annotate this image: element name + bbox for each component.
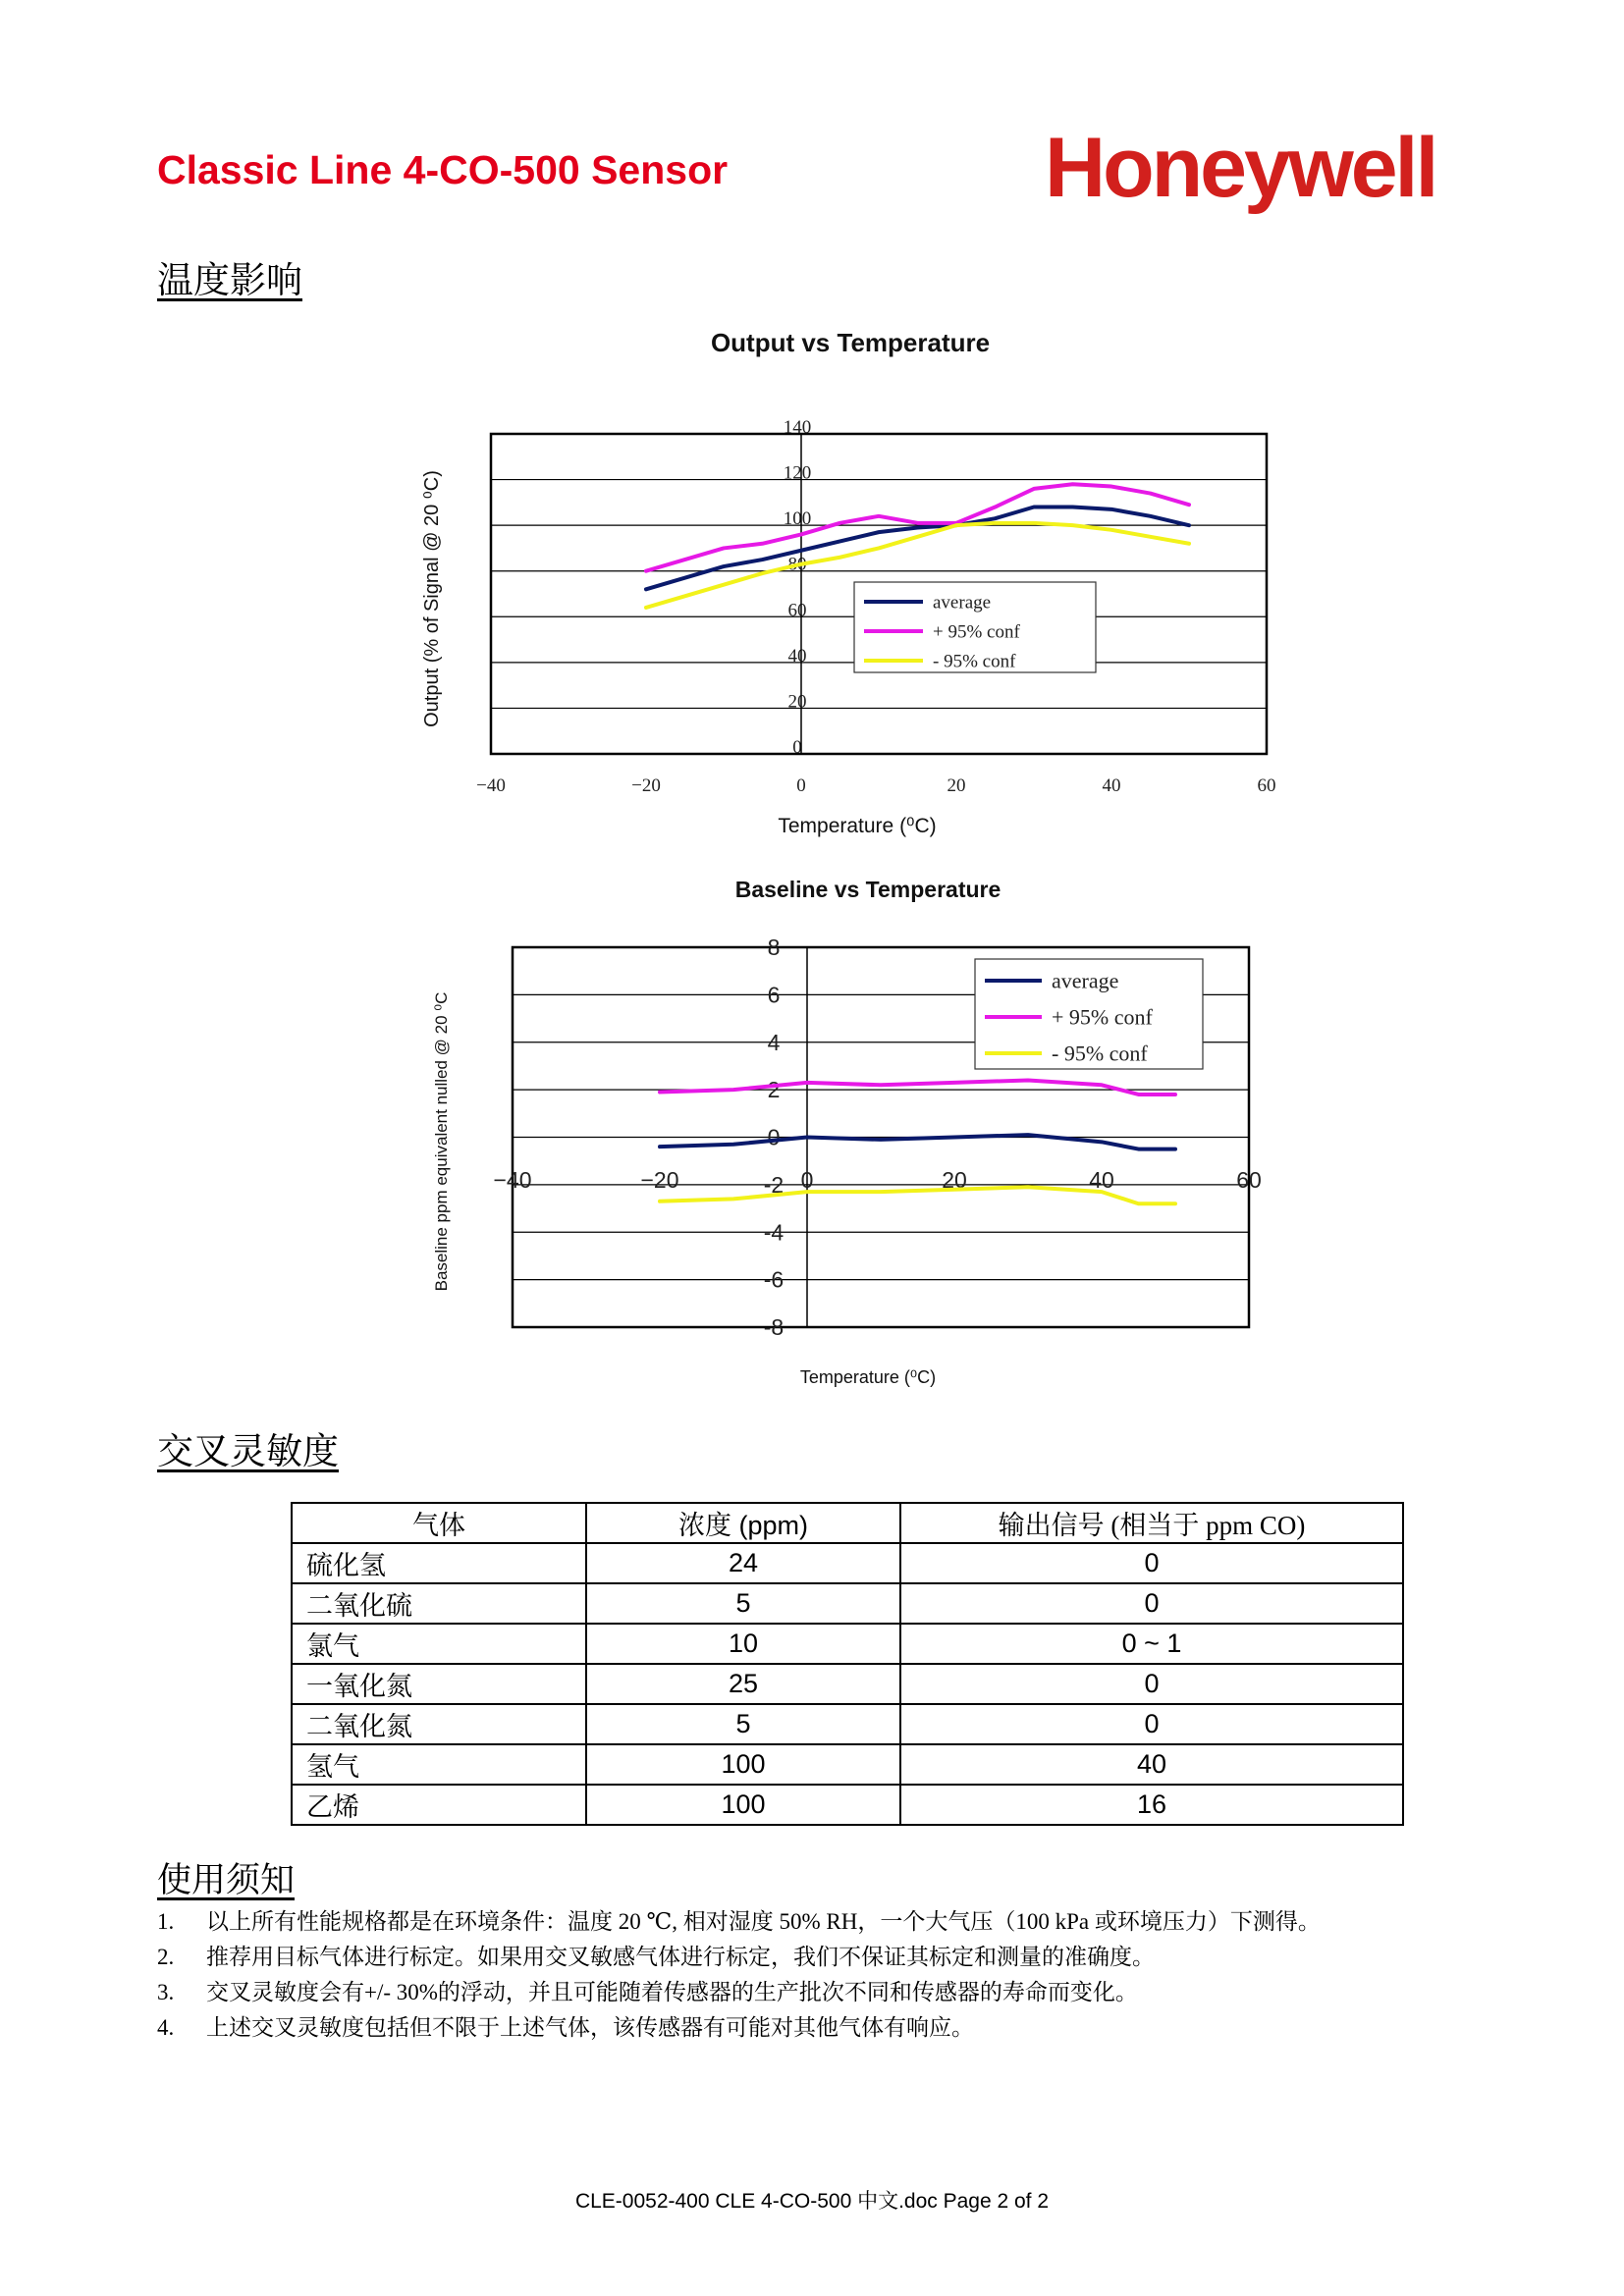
- x-tick-label: 0: [800, 1167, 814, 1193]
- x-tick-label: 60: [1236, 1167, 1262, 1193]
- chart-title: Output vs Temperature: [710, 328, 991, 357]
- y-tick-label: 60: [787, 600, 807, 621]
- concentration-cell: 24: [586, 1543, 900, 1583]
- section-heading-temperature: 温度影响: [157, 261, 302, 301]
- y-tick-label: 8: [767, 934, 781, 960]
- concentration-cell: 5: [586, 1704, 900, 1744]
- section-heading-cross-sensitivity: 交叉灵敏度: [157, 1432, 339, 1472]
- output-vs-temperature-chart: [393, 314, 1316, 844]
- section-heading-notes: 使用须知: [157, 1861, 296, 1899]
- x-tick-label: 40: [1102, 775, 1121, 796]
- output-signal-cell: 0: [900, 1583, 1403, 1624]
- y-axis-label: Baseline ppm equivalent nulled @ 20 ⁰C: [432, 991, 451, 1292]
- legend-label: average: [1052, 968, 1119, 993]
- note-number: 2.: [157, 1945, 175, 1969]
- column-header-concentration: 浓度 (ppm): [586, 1503, 900, 1543]
- output-signal-cell: 0 ~ 1: [900, 1624, 1403, 1664]
- output-signal-cell: 40: [900, 1744, 1403, 1785]
- note-item: [157, 1940, 1321, 1975]
- table-row: [292, 1744, 1403, 1785]
- y-tick-label: -4: [763, 1219, 785, 1246]
- legend-label: - 95% conf: [1052, 1041, 1148, 1066]
- y-tick-label: 100: [783, 508, 812, 530]
- concentration-cell: 100: [586, 1785, 900, 1825]
- legend-label: average: [933, 592, 992, 614]
- gas-name-cell: 硫化氢: [292, 1543, 586, 1583]
- x-tick-label: −20: [640, 1167, 679, 1193]
- table-row: [292, 1543, 1403, 1583]
- gas-name-cell: 乙烯: [292, 1785, 586, 1825]
- y-tick-label: 4: [767, 1029, 781, 1055]
- y-tick-label: 140: [783, 417, 812, 438]
- y-tick-label: 120: [783, 462, 812, 484]
- legend-label: + 95% conf: [1052, 1004, 1153, 1030]
- table-row: [292, 1664, 1403, 1704]
- output-signal-cell: 0: [900, 1704, 1403, 1744]
- gas-name-cell: 二氧化氮: [292, 1704, 586, 1744]
- x-tick-label: 0: [796, 775, 806, 796]
- x-tick-label: −40: [476, 775, 506, 796]
- note-number: 4.: [157, 2015, 175, 2040]
- y-tick-label: -6: [763, 1266, 785, 1293]
- note-text: 上述交叉灵敏度包括但不限于上述气体，该传感器有可能对其他气体有响应。: [206, 2015, 974, 2040]
- document-title: Classic Line 4-CO-500 Sensor: [157, 147, 729, 192]
- note-number: 1.: [157, 1909, 175, 1934]
- legend-label: + 95% conf: [933, 621, 1020, 643]
- concentration-cell: 25: [586, 1664, 900, 1704]
- cross-sensitivity-table: [291, 1502, 1404, 1826]
- y-axis-label: Output (% of Signal @ 20 ⁰C): [421, 470, 443, 727]
- table-row: [292, 1785, 1403, 1825]
- output-signal-cell: 0: [900, 1543, 1403, 1583]
- table-row: [292, 1583, 1403, 1624]
- x-tick-label: −40: [493, 1167, 532, 1193]
- legend-label: - 95% conf: [933, 651, 1016, 672]
- column-header-gas: 气体: [292, 1503, 586, 1543]
- table-row: [292, 1624, 1403, 1664]
- x-tick-label: −20: [631, 775, 661, 796]
- gas-name-cell: 二氧化硫: [292, 1583, 586, 1624]
- y-tick-label: 20: [787, 691, 807, 713]
- column-header-output-signal: 输出信号 (相当于 ppm CO): [900, 1503, 1403, 1543]
- concentration-cell: 10: [586, 1624, 900, 1664]
- concentration-cell: 100: [586, 1744, 900, 1785]
- y-tick-label: 6: [767, 982, 781, 1008]
- x-axis-label: Temperature (⁰C): [778, 815, 937, 837]
- y-tick-label: -8: [763, 1314, 785, 1340]
- note-item: [157, 1975, 1321, 2010]
- gas-name-cell: 氢气: [292, 1744, 586, 1785]
- y-tick-label: -2: [763, 1171, 785, 1198]
- x-tick-label: 60: [1257, 775, 1276, 796]
- chart-title: Baseline vs Temperature: [734, 877, 1001, 902]
- x-tick-label: 20: [942, 1167, 967, 1193]
- x-axis-label: Temperature (⁰C): [799, 1367, 937, 1387]
- note-number: 3.: [157, 1980, 175, 2004]
- y-tick-label: 0: [792, 737, 802, 758]
- note-item: [157, 2010, 1321, 2046]
- gas-name-cell: 一氧化氮: [292, 1664, 586, 1704]
- note-text: 以上所有性能规格都是在环境条件：温度 20 ℃, 相对湿度 50% RH，一个大气压（100 kPa 或环境压力）下测得。: [206, 1909, 1321, 1934]
- y-tick-label: 2: [767, 1077, 781, 1103]
- note-text: 推荐用目标气体进行标定。如果用交叉敏感气体进行标定，我们不保证其标定和测量的准确度。: [206, 1945, 1155, 1969]
- x-tick-label: 20: [947, 775, 966, 796]
- x-tick-label: 40: [1089, 1167, 1114, 1193]
- y-tick-label: 40: [787, 645, 807, 667]
- baseline-vs-temperature-chart: [412, 864, 1296, 1394]
- page-footer: CLE-0052-400 CLE 4-CO-500 中文.doc Page 2 of 2: [574, 2190, 1050, 2213]
- output-signal-cell: 0: [900, 1664, 1403, 1704]
- honeywell-logo: Honeywell: [1045, 121, 1436, 215]
- output-signal-cell: 16: [900, 1785, 1403, 1825]
- note-text: 交叉灵敏度会有+/- 30%的浮动，并且可能随着传感器的生产批次不同和传感器的寿命而变化。: [206, 1980, 1138, 2004]
- table-row: [292, 1704, 1403, 1744]
- concentration-cell: 5: [586, 1583, 900, 1624]
- note-item: [157, 1904, 1321, 1940]
- y-tick-label: 80: [787, 554, 807, 575]
- notes-list: [157, 1904, 1321, 2046]
- gas-name-cell: 氯气: [292, 1624, 586, 1664]
- table-header-row: [292, 1503, 1403, 1543]
- y-tick-label: 0: [767, 1124, 781, 1150]
